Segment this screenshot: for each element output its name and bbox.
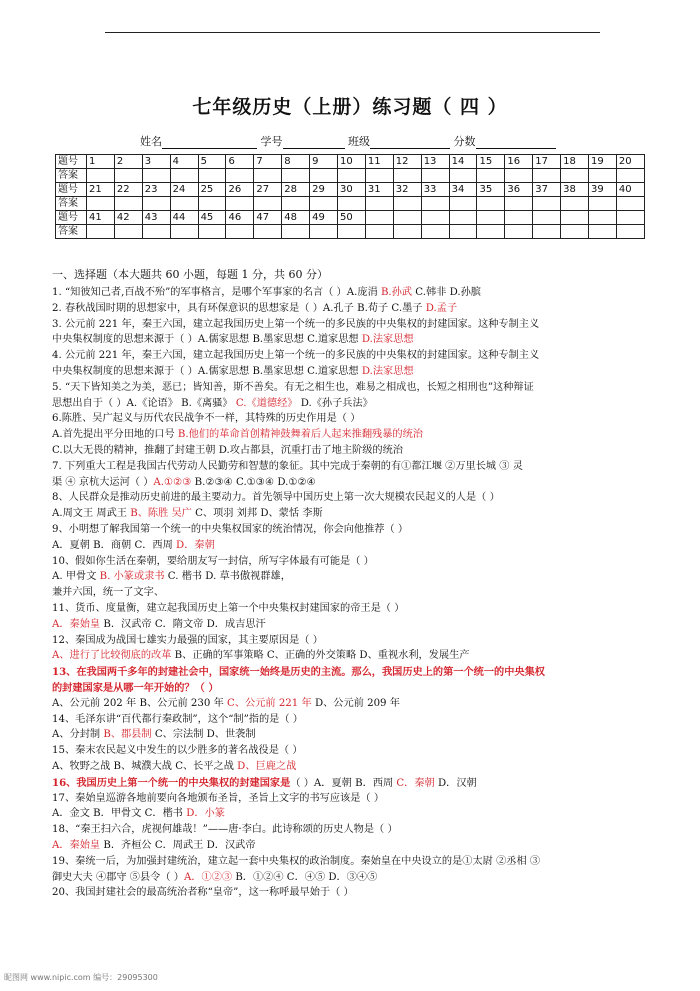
answer-cell[interactable] bbox=[616, 225, 644, 239]
score-label: 分数 bbox=[453, 135, 476, 148]
answer-cell[interactable] bbox=[449, 169, 477, 183]
highlighted-answer-text: D．小篆 bbox=[186, 808, 225, 820]
question-number-cell: 45 bbox=[198, 211, 226, 225]
highlighted-answer-text: B、郡县制 bbox=[103, 729, 152, 741]
answer-cell[interactable] bbox=[254, 169, 282, 183]
question-text: D、公元前 209 年 bbox=[311, 697, 400, 709]
question-line bbox=[52, 713, 303, 727]
answer-cell[interactable] bbox=[477, 169, 505, 183]
question-line bbox=[52, 807, 225, 821]
name-label: 姓名 bbox=[140, 135, 162, 148]
question-number-cell: 19 bbox=[589, 155, 617, 169]
question-line bbox=[52, 602, 404, 616]
highlighted-answer-text: C、公元前 221 年 bbox=[227, 697, 312, 709]
answer-cell[interactable] bbox=[226, 197, 254, 211]
answer-cell[interactable] bbox=[505, 169, 533, 183]
row-label-answer: 答案 bbox=[56, 197, 87, 211]
question-number-cell: 21 bbox=[87, 183, 115, 197]
question-line bbox=[52, 618, 266, 632]
answer-table bbox=[55, 154, 645, 239]
question-number-cell: 8 bbox=[282, 155, 310, 169]
question-number-cell: 10 bbox=[338, 155, 366, 169]
answer-cell[interactable] bbox=[365, 169, 393, 183]
question-line bbox=[52, 523, 408, 537]
name-blank[interactable] bbox=[162, 137, 257, 149]
question-line bbox=[52, 286, 481, 300]
question-number-cell bbox=[477, 211, 505, 225]
row-label-question: 题号 bbox=[56, 211, 87, 225]
question-number-cell: 16 bbox=[505, 155, 533, 169]
question-number-cell: 28 bbox=[282, 183, 310, 197]
highlighted-answer-text: C．秦朝 bbox=[396, 777, 435, 789]
question-number-cell: 30 bbox=[338, 183, 366, 197]
answer-cell[interactable] bbox=[114, 197, 142, 211]
answer-cell[interactable] bbox=[226, 225, 254, 239]
question-number-cell: 36 bbox=[505, 183, 533, 197]
question-number-cell: 17 bbox=[533, 155, 561, 169]
answer-cell[interactable] bbox=[142, 197, 170, 211]
question-text: 17、秦始皇巡游各地前要向各地颁布圣旨，圣旨上文字的书写应该是（ ） bbox=[52, 792, 385, 804]
answer-cell[interactable] bbox=[338, 225, 366, 239]
question-text: 8、人民群众是推动历史前进的最主要动力。首先领导中国历史上第一次大规模农民起义的人是（ ） bbox=[52, 492, 500, 504]
question-number-cell bbox=[533, 211, 561, 225]
question-number-cell: 25 bbox=[198, 183, 226, 197]
question-line bbox=[52, 823, 398, 837]
question-text: A．夏朝 B．商朝 C．西周 bbox=[52, 539, 177, 551]
row-label-question: 题号 bbox=[56, 155, 87, 169]
question-number-cell: 42 bbox=[114, 211, 142, 225]
question-text: 6.陈胜、吴广起义与历代农民战争不一样，其特殊的历史作用是（ ） bbox=[52, 413, 361, 425]
answer-cell[interactable] bbox=[561, 197, 589, 211]
question-text: A、牧野之战 B、城濮大战 C、长平之战 bbox=[52, 761, 238, 772]
question-text: B.②③④ C.①③④ D.①②④ bbox=[191, 476, 316, 488]
highlighted-answer-text: D．秦朝 bbox=[176, 539, 215, 551]
question-number-cell: 14 bbox=[449, 155, 477, 169]
question-number-cell bbox=[421, 211, 449, 225]
question-text: A. 甲骨文 bbox=[52, 571, 100, 583]
answer-cell[interactable] bbox=[87, 197, 115, 211]
question-line bbox=[52, 871, 377, 885]
question-number-cell: 29 bbox=[310, 183, 338, 197]
question-number-cell: 32 bbox=[393, 183, 421, 197]
answer-cell[interactable] bbox=[114, 225, 142, 239]
answer-cell[interactable] bbox=[477, 197, 505, 211]
question-number-cell: 11 bbox=[365, 155, 393, 169]
answer-cell[interactable] bbox=[533, 225, 561, 239]
student-info-line bbox=[140, 133, 556, 149]
answer-cell[interactable] bbox=[226, 169, 254, 183]
question-number-cell: 38 bbox=[561, 183, 589, 197]
question-text: 15、秦末农民起义中发生的以少胜多的著名战役是（ ） bbox=[52, 745, 303, 757]
question-text: 1. “知彼知己者,百战不殆”的军事格言，是哪个军事家的名言（ ）A.庞涓 bbox=[52, 287, 381, 298]
question-line bbox=[52, 507, 323, 521]
question-text: 11、货币、度量衡，建立起我国历史上第一个中央集权封建国家的帝王是（ ） bbox=[52, 603, 405, 614]
question-line bbox=[52, 333, 414, 347]
question-number-cell bbox=[561, 211, 589, 225]
question-number-cell bbox=[616, 211, 644, 225]
highlighted-answer-text: D.法家思想 bbox=[361, 366, 414, 377]
answer-cell[interactable] bbox=[393, 169, 421, 183]
highlighted-answer-text: A.①②③ bbox=[153, 476, 192, 488]
question-text: A.首先提出平分田地的口号 bbox=[52, 429, 178, 441]
answer-cell[interactable] bbox=[589, 197, 617, 211]
row-label-answer: 答案 bbox=[56, 169, 87, 183]
answer-cell[interactable] bbox=[254, 197, 282, 211]
question-text: C、项羽 刘邦 D、蒙恬 李斯 bbox=[191, 508, 323, 520]
question-line bbox=[52, 491, 500, 505]
question-number-cell: 31 bbox=[365, 183, 393, 197]
question-number-cell: 44 bbox=[170, 211, 198, 225]
question-line bbox=[52, 792, 384, 806]
question-line bbox=[52, 681, 219, 696]
question-number-cell: 39 bbox=[589, 183, 617, 197]
question-text: 10、假如你生活在秦朝，要给朋友写一封信，所写字体最有可能是（ ） bbox=[52, 555, 374, 567]
answer-cell[interactable] bbox=[616, 197, 644, 211]
question-number-cell: 13 bbox=[421, 155, 449, 169]
question-line bbox=[52, 412, 360, 426]
highlighted-answer-text: D、巨鹿之战 bbox=[237, 761, 297, 772]
answer-cell[interactable] bbox=[170, 197, 198, 211]
answer-cell[interactable] bbox=[393, 225, 421, 239]
answer-cell[interactable] bbox=[533, 197, 561, 211]
question-line bbox=[52, 634, 323, 648]
question-text: 御史大夫 ④郡守 ⑤县令（ ） bbox=[52, 871, 184, 883]
question-number-cell: 47 bbox=[254, 211, 282, 225]
question-line bbox=[52, 318, 539, 332]
answer-cell[interactable] bbox=[393, 197, 421, 211]
question-text: A.周文王 周武王 bbox=[52, 508, 131, 520]
question-text: 9、小明想了解我国第一个统一的中央集权国家的统治情况，你会向他推荐（ ） bbox=[52, 524, 409, 535]
answer-cell[interactable] bbox=[561, 225, 589, 239]
question-line bbox=[52, 649, 469, 663]
question-number-cell: 43 bbox=[142, 211, 170, 225]
question-line bbox=[52, 476, 316, 490]
page-title: 七年级历史（上册）练习题（ 四 ） bbox=[192, 96, 508, 118]
question-text: C. 楷书 D. 草书傲视群雄， bbox=[164, 571, 291, 583]
question-line bbox=[52, 428, 423, 442]
question-text: C、宗法制 D、世袭制 bbox=[151, 729, 256, 741]
question-text: 19、秦统一后，为加强封建统治，建立起一套中央集权的政治制度。秦始皇在中央设立的是①太尉 ②丞相 ③ bbox=[52, 855, 541, 867]
highlighted-answer-text: A．秦始皇 bbox=[52, 840, 101, 851]
question-number-cell: 23 bbox=[142, 183, 170, 197]
question-number-cell: 35 bbox=[477, 183, 505, 197]
highlighted-answer-text: A．①②③ bbox=[183, 871, 233, 883]
answer-cell[interactable] bbox=[477, 225, 505, 239]
question-text: 12、秦国成为战国七雄实力最强的国家，其主要原因是（ ） bbox=[52, 634, 323, 646]
answer-cell[interactable] bbox=[310, 197, 338, 211]
question-line bbox=[52, 302, 457, 316]
question-line bbox=[52, 744, 303, 758]
answer-cell[interactable] bbox=[589, 225, 617, 239]
student-id-blank[interactable] bbox=[283, 137, 345, 149]
question-text: 3. 公元前 221 年，秦王六国，建立起我国历史上第一个统一的多民族的中央集权的封建国家。这种专制主义 bbox=[52, 318, 540, 330]
question-number-row bbox=[56, 183, 645, 197]
answer-cell[interactable] bbox=[616, 169, 644, 183]
question-number-cell: 33 bbox=[421, 183, 449, 197]
question-line bbox=[52, 555, 374, 569]
class-label: 班级 bbox=[348, 135, 370, 148]
question-text: 4. 公元前 221 年，秦王六国，建立起我国历史上第一个统一的多民族的中央集权的封建国家。这种专制主义 bbox=[52, 350, 540, 362]
answer-cell[interactable] bbox=[449, 225, 477, 239]
question-line bbox=[52, 697, 400, 711]
question-text: D．汉朝 bbox=[434, 777, 477, 789]
question-text: C.韩非 D.孙膑 bbox=[412, 287, 481, 298]
question-number-cell: 2 bbox=[114, 155, 142, 169]
highlighted-answer-text: 的封建国家是从哪一年开始的？（ ） bbox=[52, 682, 219, 694]
highlighted-answer-text: A、进行了比较彻底的改革 bbox=[52, 650, 172, 662]
question-number-cell: 49 bbox=[310, 211, 338, 225]
question-number-cell bbox=[393, 211, 421, 225]
answer-cell[interactable] bbox=[170, 169, 198, 183]
question-number-cell: 22 bbox=[114, 183, 142, 197]
highlighted-answer-text: 16、我国历史上第一个统一的中央集权的封建国家是 bbox=[52, 776, 291, 789]
answer-cell[interactable] bbox=[449, 197, 477, 211]
question-line bbox=[52, 349, 539, 363]
question-line bbox=[52, 855, 540, 869]
answer-cell[interactable] bbox=[198, 197, 226, 211]
class-blank[interactable] bbox=[370, 137, 450, 149]
question-text: B．齐桓公 C．周武王 D．汉武帝 bbox=[100, 840, 256, 851]
score-blank[interactable] bbox=[476, 137, 556, 149]
highlighted-answer-text: 13、在我国两千多年的封建社会中，国家统一始终是历史的主流。那么，我国历史上的第一个统一的中央集权 bbox=[52, 666, 545, 679]
answer-cell[interactable] bbox=[87, 169, 115, 183]
student-id-label: 学号 bbox=[260, 135, 283, 148]
answer-cell[interactable] bbox=[142, 169, 170, 183]
question-text: 中央集权制度的思想来源于（ ）A.儒家思想 B.墨家思想 C.道家思想 bbox=[52, 334, 362, 346]
question-number-cell: 46 bbox=[226, 211, 254, 225]
question-line bbox=[52, 460, 523, 474]
question-text: A．金文 B．甲骨文 C．楷书 bbox=[52, 808, 187, 820]
question-number-cell bbox=[505, 211, 533, 225]
answer-cell[interactable] bbox=[533, 169, 561, 183]
highlighted-answer-text: B、陈胜 吴广 bbox=[130, 508, 192, 520]
question-line bbox=[52, 886, 354, 900]
question-text: 18、“秦王扫六合，虎视何雄哉！”——唐·李白。此诗称颂的历史人物是（ ） bbox=[52, 824, 398, 836]
answer-cell[interactable] bbox=[338, 169, 366, 183]
question-line bbox=[52, 381, 534, 395]
answer-row bbox=[56, 197, 645, 211]
answer-cell[interactable] bbox=[87, 225, 115, 239]
question-text: 5. “天下皆知美之为美，恶已；皆知善，斯不善矣。有无之相生也，难易之相成也，长短之相刑也”这种辩证 bbox=[52, 381, 534, 393]
answer-cell[interactable] bbox=[421, 197, 449, 211]
answer-cell[interactable] bbox=[170, 225, 198, 239]
question-number-cell: 41 bbox=[87, 211, 115, 225]
question-text: 2. 春秋战国时期的思想家中，具有环保意识的思想家是（ ）A.孔子 B.荀子 C.墨子 bbox=[52, 302, 426, 314]
question-text: 中央集权制度的思想来源于（ ）A.儒家思想 B.墨家思想 C.道家思想 bbox=[52, 366, 362, 377]
answer-row bbox=[56, 169, 645, 183]
answer-cell[interactable] bbox=[505, 197, 533, 211]
row-label-answer: 答案 bbox=[56, 225, 87, 239]
question-number-cell: 37 bbox=[533, 183, 561, 197]
question-line bbox=[52, 665, 545, 680]
highlighted-answer-text: A．秦始皇 bbox=[52, 618, 101, 630]
highlighted-answer-text: B.孙武 bbox=[380, 287, 413, 298]
highlighted-answer-text: D.法家思想 bbox=[361, 334, 414, 346]
answer-cell[interactable] bbox=[365, 197, 393, 211]
question-number-row bbox=[56, 155, 645, 169]
answer-cell[interactable] bbox=[561, 169, 589, 183]
highlighted-answer-text: B. 小篆或隶书 bbox=[99, 571, 165, 583]
question-number-cell: 9 bbox=[310, 155, 338, 169]
question-number-cell: 6 bbox=[226, 155, 254, 169]
question-text: B．①②④ C．④⑤ D．③④⑤ bbox=[232, 871, 378, 883]
question-line bbox=[52, 586, 164, 600]
question-text: A、分封制 bbox=[52, 729, 104, 741]
question-number-row bbox=[56, 211, 645, 225]
answer-cell[interactable] bbox=[282, 225, 310, 239]
question-number-cell: 27 bbox=[254, 183, 282, 197]
question-text: A、公元前 202 年 B、公元前 230 年 bbox=[52, 697, 228, 709]
section-heading: 一、选择题（本大题共 60 小题，每题 1 分，共 60 分） bbox=[52, 268, 328, 281]
question-number-cell: 5 bbox=[198, 155, 226, 169]
question-number-cell: 26 bbox=[226, 183, 254, 197]
question-number-cell: 4 bbox=[170, 155, 198, 169]
answer-cell[interactable] bbox=[198, 169, 226, 183]
highlighted-answer-text: B.他们的革命首创精神鼓舞着后人起来推翻残暴的统治 bbox=[177, 429, 423, 441]
question-number-cell: 3 bbox=[142, 155, 170, 169]
header-rule bbox=[105, 32, 600, 33]
answer-cell[interactable] bbox=[310, 169, 338, 183]
answer-cell[interactable] bbox=[282, 169, 310, 183]
answer-cell[interactable] bbox=[310, 225, 338, 239]
question-line bbox=[52, 728, 256, 742]
question-line bbox=[52, 776, 477, 791]
question-text: 20、我国封建社会的最高统治者称“皇帝”，这一称呼最早始于（ ） bbox=[52, 887, 354, 899]
question-line bbox=[52, 397, 373, 411]
answer-cell[interactable] bbox=[114, 169, 142, 183]
answer-cell[interactable] bbox=[421, 225, 449, 239]
question-line bbox=[52, 839, 256, 853]
question-text: 14、毛泽东讲“百代都行秦政制”，这个“制”指的是（ ） bbox=[52, 713, 303, 725]
question-number-cell bbox=[449, 211, 477, 225]
question-line bbox=[52, 444, 403, 458]
question-text: 7. 下列重大工程是我国古代劳动人民勤劳和智慧的象征。其中完成于秦朝的有①都江堰 ②万里长城 ③ 灵 bbox=[52, 460, 523, 472]
answer-cell[interactable] bbox=[505, 225, 533, 239]
question-number-cell: 7 bbox=[254, 155, 282, 169]
question-text: C.以大无畏的精神，推翻了封建王朝 D.攻占都县，沉重打击了地主阶级的统治 bbox=[52, 445, 403, 456]
question-number-cell: 1 bbox=[87, 155, 115, 169]
question-number-cell: 48 bbox=[282, 211, 310, 225]
question-number-cell bbox=[589, 211, 617, 225]
question-text: 兼并六国，统一了文字、 bbox=[52, 587, 165, 599]
answer-cell[interactable] bbox=[589, 169, 617, 183]
answer-cell[interactable] bbox=[365, 225, 393, 239]
answer-cell[interactable] bbox=[254, 225, 282, 239]
answer-row bbox=[56, 225, 645, 239]
highlighted-answer-text: C.《道德经》 bbox=[235, 397, 298, 409]
question-text: 思想出自于（ ）A.《论语》 B.《离骚》 bbox=[52, 397, 236, 409]
question-number-cell: 18 bbox=[561, 155, 589, 169]
question-text: B．汉武帝 C．隋文帝 D．成吉思汗 bbox=[100, 618, 266, 630]
answer-cell[interactable] bbox=[282, 197, 310, 211]
question-text: D.《孙子兵法》 bbox=[297, 397, 373, 409]
watermark-footer: 昵图网 www.nipic.com 编号：29095300 bbox=[4, 973, 158, 982]
question-line bbox=[52, 760, 296, 774]
question-number-cell: 24 bbox=[170, 183, 198, 197]
answer-cell[interactable] bbox=[421, 169, 449, 183]
question-number-cell: 20 bbox=[616, 155, 644, 169]
question-number-cell: 15 bbox=[477, 155, 505, 169]
answer-cell[interactable] bbox=[198, 225, 226, 239]
question-line bbox=[52, 365, 414, 379]
question-number-cell: 40 bbox=[616, 183, 644, 197]
question-number-cell: 34 bbox=[449, 183, 477, 197]
question-number-cell: 50 bbox=[338, 211, 366, 225]
question-number-cell: 12 bbox=[393, 155, 421, 169]
question-number-cell bbox=[365, 211, 393, 225]
question-text: 渠 ④ 京杭大运河（ ） bbox=[52, 476, 154, 488]
question-line bbox=[52, 570, 291, 584]
answer-cell[interactable] bbox=[338, 197, 366, 211]
answer-cell[interactable] bbox=[142, 225, 170, 239]
question-line bbox=[52, 539, 215, 553]
question-text: （ ）A．夏朝 B．西周 bbox=[290, 777, 397, 789]
highlighted-answer-text: D.孟子 bbox=[425, 302, 458, 314]
row-label-question: 题号 bbox=[56, 183, 87, 197]
question-text: B、正确的军事策略 C、正确的外交策略 D、重视水利，发展生产 bbox=[171, 650, 470, 662]
